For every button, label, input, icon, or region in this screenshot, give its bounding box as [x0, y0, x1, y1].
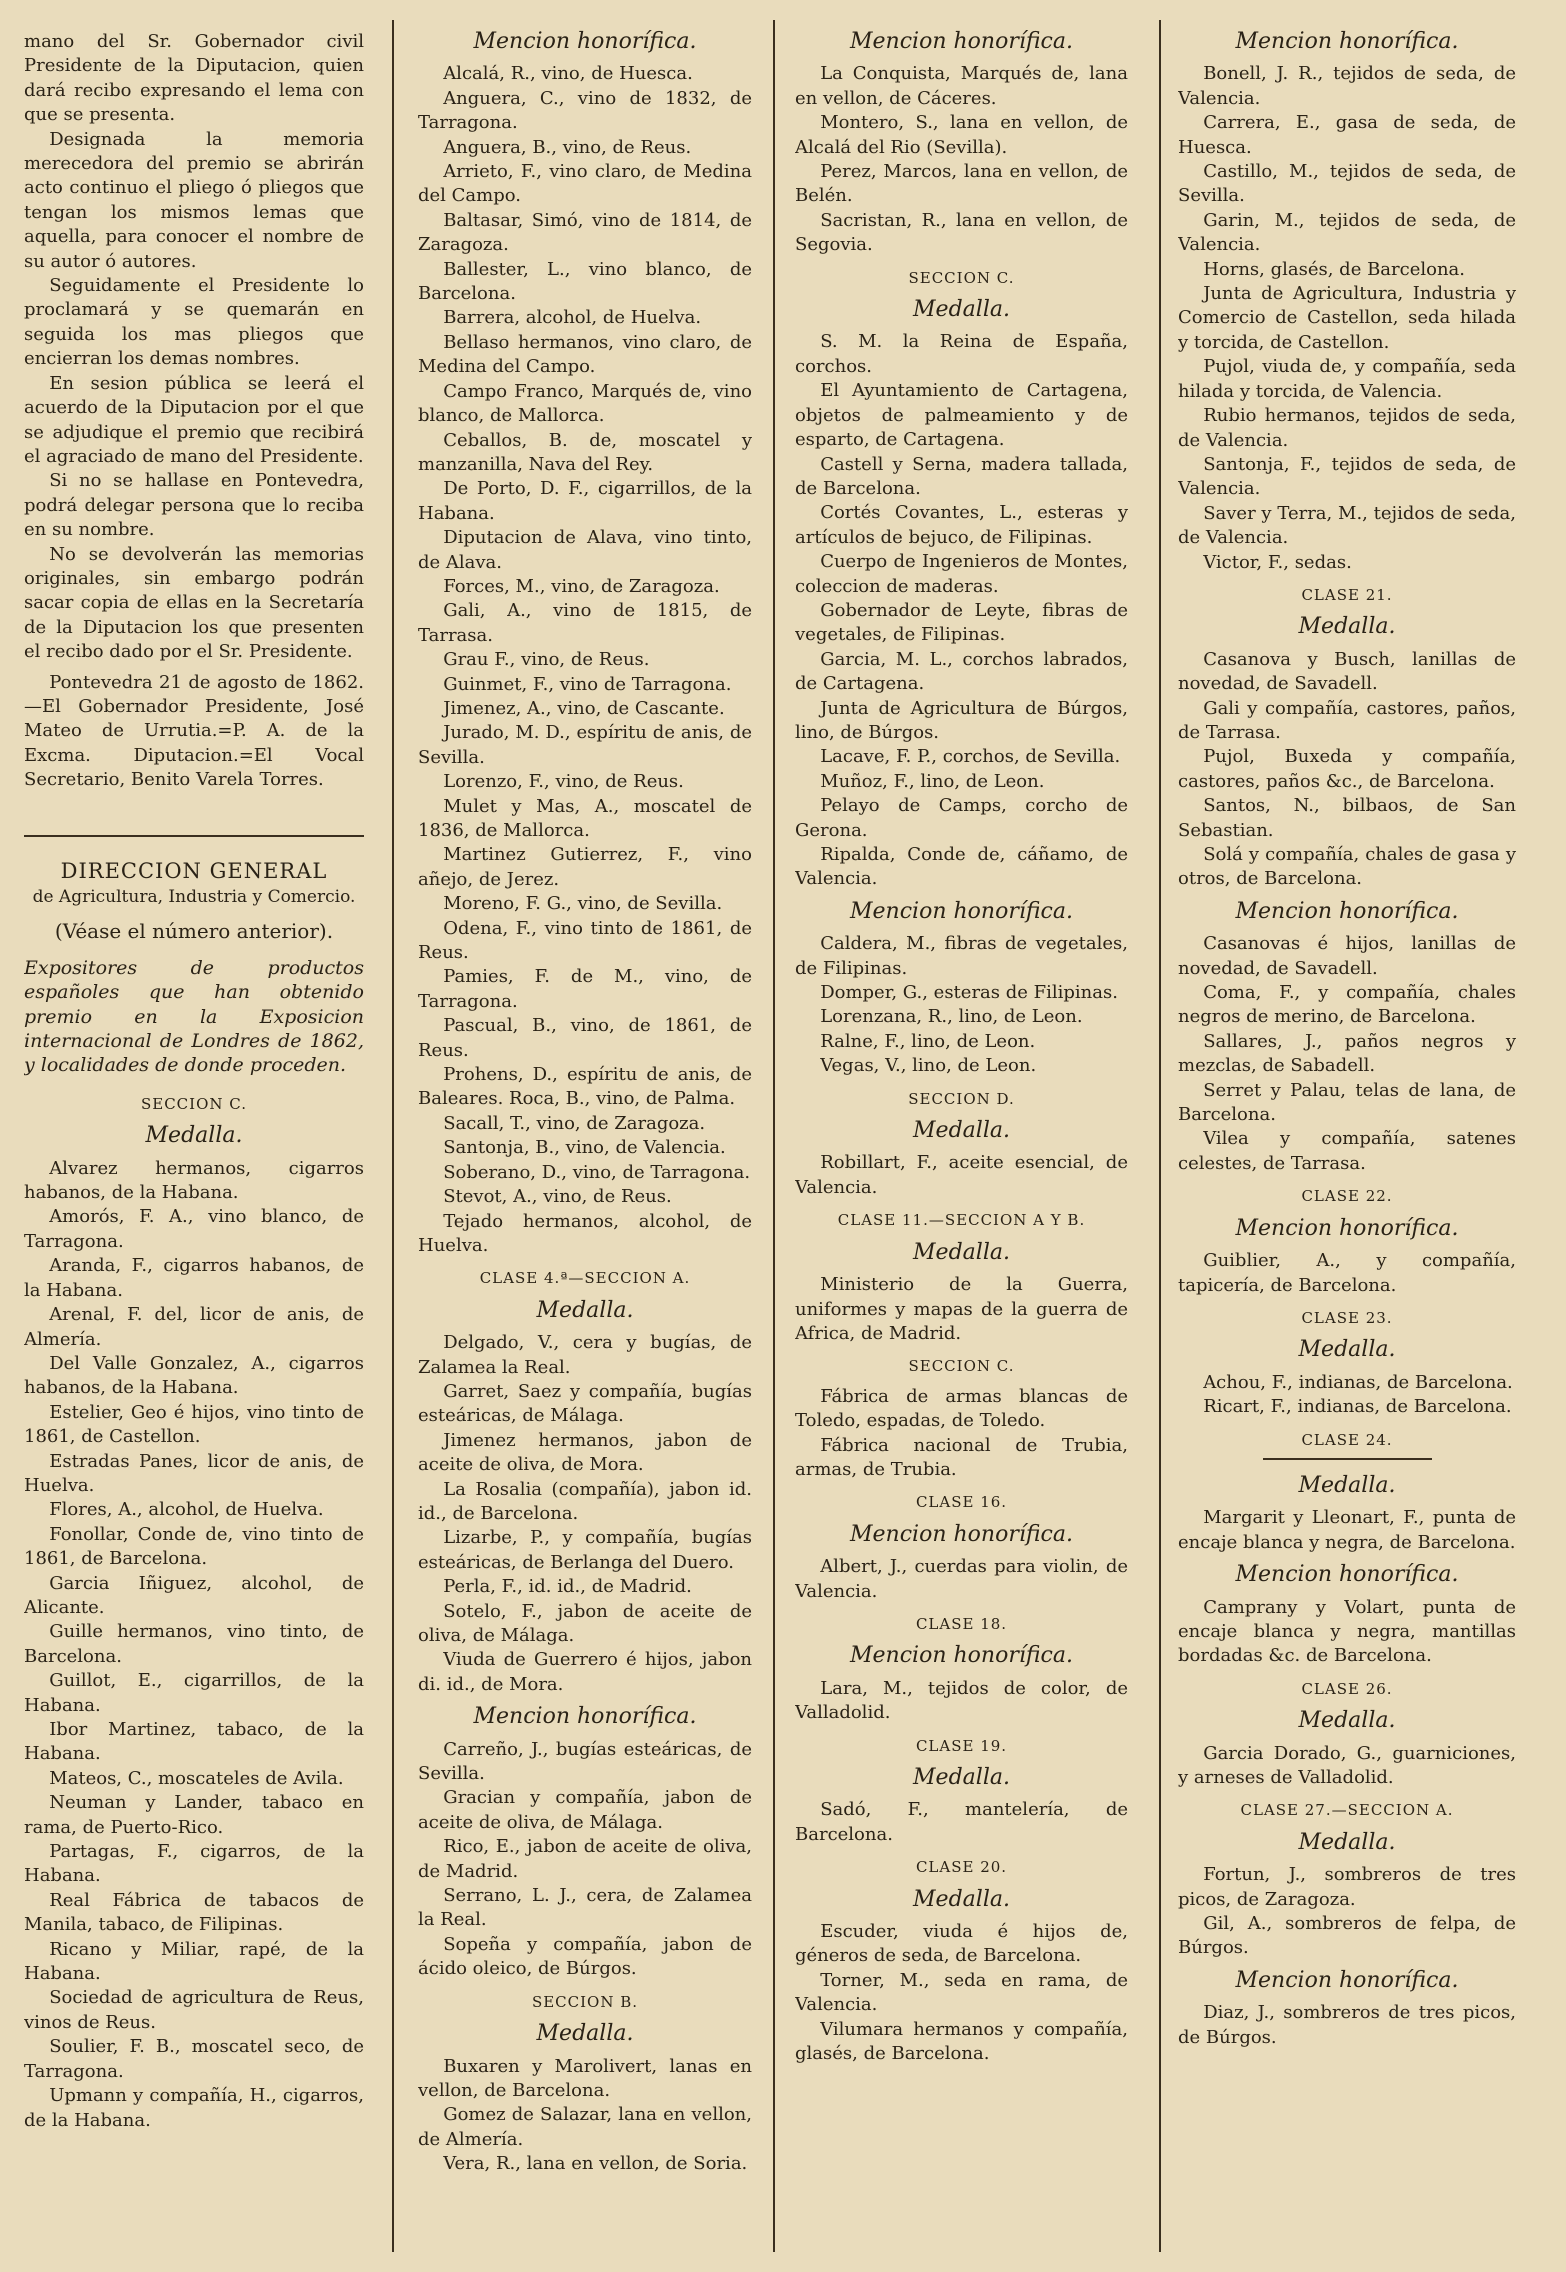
exhibitor-entry: Anguera, C., vino de 1832, de Tarragona.	[418, 87, 752, 134]
section-label: SECCION C.	[140, 1094, 247, 1113]
exhibitor-list	[795, 1920, 1128, 2066]
exhibitor-entry: Garcia, M. L., corchos labrados, de Cartagena.	[795, 648, 1128, 695]
exhibitor-entry: Caldera, M., fibras de vegetales, de Filipinas.	[795, 933, 1128, 979]
exhibitor-entry: Partagas, F., cigarros, de la Habana.	[24, 1841, 364, 1887]
award-heading: Mencion honorífica.	[850, 1521, 1073, 1547]
exhibitor-entry: Sotelo, F., jabon de aceite de oliva, de Málaga.	[418, 1600, 752, 1646]
exhibitor-entry: Arrieto, F., vino claro, de Medina del Campo.	[418, 161, 752, 207]
exhibitor-entry: Casanova y Busch, lanillas de novedad, de Savadell.	[1178, 648, 1516, 695]
exhibitor-entry: Lorenzana, R., lino, de Leon.	[820, 1006, 1083, 1028]
edict-paragraph: No se devolverán las memorias originales, sin embargo podrán sacar copia de ellas en la Secretaría de la Diputacion los que presenten el recibo dado por el Sr. Presidente.	[24, 543, 364, 663]
exhibitor-list	[1178, 1742, 1516, 1791]
exhibitor-entry: Junta de Agricultura de Búrgos, lino, de Búrgos.	[795, 697, 1128, 743]
exhibitor-entry: Garcia Dorado, G., guarniciones, y arneses de Valladolid.	[1178, 1742, 1516, 1788]
exhibitor-entry: Alvarez hermanos, cigarros habanos, de la Habana.	[24, 1157, 364, 1204]
section-label: CLASE 19.	[915, 1736, 1008, 1755]
award-heading: Mencion honorífica.	[850, 1643, 1073, 1669]
section-label: CLASE 21.	[1301, 585, 1393, 604]
exhibitor-entry: Gobernador de Leyte, fibras de vegetales, de Filipinas.	[795, 599, 1128, 646]
exhibitor-entry: Gracian y compañía, jabon de aceite de oliva, de Málaga.	[418, 1787, 752, 1833]
edict-paragraph: En sesion pública se leerá el acuerdo de la Diputacion por el que se adjudique el premio que recibirá el agraciado de mano del Presidente.	[24, 372, 364, 467]
award-heading: Mencion honorífica.	[1235, 1967, 1459, 1993]
exhibitor-entry: Santonja, F., tejidos de seda, de Valencia.	[1178, 453, 1516, 500]
award-heading: Medalla.	[1298, 614, 1396, 640]
exhibitor-entry: S. M. la Reina de España, corchos.	[795, 331, 1128, 377]
exhibitor-entry: Lara, M., tejidos de color, de Valladolid.	[795, 1677, 1128, 1724]
exhibitor-entry: Ripalda, Conde de, cáñamo, de Valencia.	[795, 844, 1128, 890]
exhibitor-entry: Flores, A., alcohol, de Huelva.	[49, 1499, 324, 1521]
exhibitor-list	[1178, 648, 1516, 892]
exhibitor-entry: Amorós, F. A., vino blanco, de Tarragona.	[24, 1206, 364, 1252]
exhibitor-list	[1178, 62, 1516, 575]
exhibitor-entry: Junta de Agricultura, Industria y Comercio de Castellon, seda hilada y torcida, de Castellon.	[1178, 283, 1516, 353]
exhibitor-entry: Albert, J., cuerdas para violin, de Valencia.	[795, 1556, 1128, 1602]
award-heading: Medalla.	[913, 1886, 1010, 1912]
exhibitor-list	[795, 1555, 1128, 1604]
exhibitor-entry: Robillart, F., aceite esencial, de Valencia.	[795, 1152, 1128, 1198]
award-heading: Medalla.	[536, 1297, 634, 1323]
exhibitor-entry: Jimenez, A., vino, de Cascante.	[443, 697, 725, 719]
exhibitor-entry: Torner, M., seda en rama, de Valencia.	[795, 1969, 1128, 2016]
exhibitor-entry: Castell y Serna, madera tallada, de Barcelona.	[795, 453, 1128, 499]
section-label: CLASE 20.	[915, 1858, 1008, 1877]
exhibitor-entry: Garin, M., tejidos de seda, de Valencia.	[1178, 209, 1516, 256]
exhibitor-list	[795, 1385, 1128, 1483]
exhibitor-entry: Arenal, F. del, licor de anis, de Almería.	[24, 1304, 364, 1350]
edict-paragraph: Designada la memoria merecedora del premio se abrirán acto continuo el pliego ó pliegos que tengan los mismos lemas que aquella, para conocer el nombre de su autor ó autores.	[24, 128, 364, 272]
exhibitor-entry: El Ayuntamiento de Cartagena, objetos de palmeamiento y de esparto, de Cartagena.	[795, 380, 1128, 451]
award-heading: Medalla.	[913, 1118, 1010, 1144]
section-divider	[24, 835, 364, 837]
section-label: SECCION D.	[908, 1089, 1015, 1108]
reference-note: (Véase el número anterior).	[54, 919, 334, 944]
exhibitor-entry: Sadó, F., mantelería, de Barcelona.	[795, 1799, 1128, 1845]
section-heading: DIRECCION GENERAL	[60, 858, 328, 883]
exhibitor-entry: Estelier, Geo é hijos, vino tinto de 1861, de Castellon.	[24, 1401, 364, 1448]
exhibitor-entry: Escuder, viuda é hijos de, géneros de seda, de Barcelona.	[795, 1921, 1128, 1967]
exhibitor-entry: Delgado, V., cera y bugías, de Zalamea la Real.	[418, 1332, 752, 1378]
award-heading: Mencion honorífica.	[473, 1704, 697, 1730]
exhibitor-entry: Jurado, M. D., espíritu de anis, de Sevilla.	[418, 722, 752, 768]
edict-paragraph: Si no se hallase en Pontevedra, podrá delegar persona que lo reciba en su nombre.	[24, 470, 364, 541]
award-heading: Mencion honorífica.	[1235, 1562, 1459, 1588]
exhibitor-entry: Real Fábrica de tabacos de Manila, tabaco, de Filipinas.	[24, 1889, 364, 1936]
exhibitor-entry: Camprany y Volart, punta de encaje blanca y negra, mantillas bordadas &c. de Barcelona.	[1178, 1596, 1516, 1667]
exhibitor-entry: Sacristan, R., lana en vellon, de Segovia.	[795, 209, 1128, 256]
exhibitor-list	[795, 1151, 1128, 1200]
exhibitor-entry: La Rosalia (compañía), jabon id. id., de Barcelona.	[418, 1478, 752, 1524]
award-heading: Medalla.	[1298, 1472, 1396, 1498]
exhibitor-entry: Ballester, L., vino blanco, de Barcelona.	[418, 258, 752, 305]
exhibitor-entry: Victor, F., sedas.	[1203, 551, 1352, 573]
exhibitor-entry: Pamies, F. de M., vino, de Tarragona.	[418, 966, 752, 1012]
edict-paragraph: mano del Sr. Gobernador civil Presidente de la Diputacion, quien dará recibo expresando el lema con que se presenta.	[24, 31, 364, 126]
award-heading: Mencion honorífica.	[850, 30, 1073, 54]
award-heading: Medalla.	[913, 297, 1010, 323]
column-1	[24, 30, 364, 2260]
exhibitor-entry: Garret, Saez y compañía, bugías esteáricas, de Málaga.	[418, 1380, 752, 1427]
exhibitor-entry: Ceballos, B. de, moscatel y manzanilla, Nava del Rey.	[418, 429, 752, 475]
exhibitor-list	[1178, 2001, 1516, 2050]
exhibitor-entry: Margarit y Lleonart, F., punta de encaje blanca y negra, de Barcelona.	[1178, 1507, 1516, 1553]
exhibitor-entry: Fortun, J., sombreros de tres picos, de Zaragoza.	[1178, 1864, 1516, 1910]
exhibitor-entry: Achou, F., indianas, de Barcelona.	[1203, 1371, 1513, 1393]
award-heading: Mencion honorífica.	[850, 898, 1073, 924]
exhibitor-list	[418, 1738, 752, 1982]
exhibitor-entry: Santos, N., bilbaos, de San Sebastian.	[1178, 795, 1516, 841]
exhibitor-list	[1178, 1249, 1516, 1298]
exhibitor-entry: Serret y Palau, telas de lana, de Barcelona.	[1178, 1079, 1516, 1126]
exhibitor-entry: Garcia Iñiguez, alcohol, de Alicante.	[24, 1572, 364, 1618]
exhibitor-entry: Gil, A., sombreros de felpa, de Búrgos.	[1178, 1913, 1516, 1959]
exhibitor-entry: Stevot, A., vino, de Reus.	[443, 1186, 672, 1208]
exhibitor-entry: Gali y compañía, castores, paños, de Tarrasa.	[1178, 697, 1516, 743]
exhibitor-entry: Pelayo de Camps, corcho de Gerona.	[795, 795, 1128, 841]
exhibitor-entry: Barrera, alcohol, de Huelva.	[443, 307, 702, 329]
exhibitor-entry: Vegas, V., lino, de Leon.	[820, 1055, 1037, 1077]
exhibitor-entry: Ricano y Miliar, rapé, de la Habana.	[24, 1938, 364, 1985]
exhibitor-entry: Viuda de Guerrero é hijos, jabon di. id., de Mora.	[418, 1649, 752, 1695]
exhibitor-list	[795, 1798, 1128, 1847]
exhibitor-entry: Neuman y Lander, tabaco en rama, de Puerto-Rico.	[24, 1792, 364, 1838]
exhibitor-list	[418, 62, 752, 1258]
section-subheading: de Agricultura, Industria y Comercio.	[32, 887, 356, 907]
exhibitor-entry: Ralne, F., lino, de Leon.	[820, 1030, 1036, 1052]
exhibitor-entry: Mateos, C., moscateles de Avila.	[49, 1767, 344, 1789]
column-4	[1178, 30, 1516, 2260]
exhibitor-entry: Muñoz, F., lino, de Leon.	[820, 770, 1045, 792]
exhibitor-entry: Cuerpo de Ingenieros de Montes, coleccion de maderas.	[795, 551, 1128, 597]
exhibitor-entry: Aranda, F., cigarros habanos, de la Habana.	[24, 1255, 364, 1301]
exhibitor-entry: Diputacion de Alava, vino tinto, de Alava.	[418, 527, 752, 573]
exhibitor-entry: Solá y compañía, chales de gasa y otros, de Barcelona.	[1178, 844, 1516, 890]
exhibitor-entry: Alcalá, R., vino, de Huesca.	[443, 63, 693, 85]
exhibitor-list	[24, 1157, 364, 2133]
edict-signature: Pontevedra 21 de agosto de 1862.—El Gobernador Presidente, José Mateo de Urrutia.=P. A. de la Excma. Diputacion.=El Vocal Secretario, Benito Varela Torres.	[24, 671, 364, 791]
exhibitor-entry: Del Valle Gonzalez, A., cigarros habanos, de la Habana.	[24, 1352, 364, 1399]
award-heading: Medalla.	[1298, 1829, 1396, 1855]
exhibitor-entry: Fábrica de armas blancas de Toledo, espadas, de Toledo.	[795, 1385, 1128, 1432]
exhibitor-entry: Forces, M., vino, de Zaragoza.	[443, 575, 720, 597]
section-label: CLASE 16.	[915, 1493, 1008, 1512]
section-label: CLASE 4.ª—SECCION A.	[479, 1269, 691, 1288]
exhibitor-entry: Ibor Martinez, tabaco, de la Habana.	[24, 1719, 364, 1765]
exhibitor-entry: Domper, G., esteras de Filipinas.	[820, 982, 1118, 1004]
exhibitor-entry: Perla, F., id. id., de Madrid.	[443, 1576, 692, 1598]
exhibitor-entry: Baltasar, Simó, vino de 1814, de Zaragoza.	[418, 209, 752, 256]
exhibitor-list	[795, 1677, 1128, 1726]
section-label: SECCION C.	[908, 1357, 1015, 1376]
exhibitor-list	[1178, 1371, 1516, 1420]
exhibitor-list	[1178, 932, 1516, 1176]
award-heading: Mencion honorífica.	[473, 30, 697, 54]
section-label: CLASE 22.	[1301, 1187, 1393, 1206]
exhibitor-entry: Santonja, B., vino, de Valencia.	[443, 1137, 726, 1159]
award-heading: Medalla.	[145, 1123, 243, 1149]
exhibitor-list	[795, 330, 1128, 891]
exhibitor-list	[795, 932, 1128, 1078]
exhibitor-entry: Sallares, J., paños negros y mezclas, de Sabadell.	[1178, 1030, 1516, 1077]
exhibitor-entry: Fábrica nacional de Trubia, armas, de Trubia.	[795, 1434, 1128, 1480]
exhibitor-entry: Saver y Terra, M., tejidos de seda, de Valencia.	[1178, 502, 1516, 549]
section-label: CLASE 18.	[915, 1614, 1008, 1633]
exhibitor-entry: Soulier, F. B., moscatel seco, de Tarragona.	[24, 2036, 364, 2082]
exhibitor-list	[1178, 1863, 1516, 1961]
exhibitor-entry: Cortés Covantes, L., esteras y artículos de bejuco, de Filipinas.	[795, 502, 1128, 548]
exhibitor-list	[1178, 1506, 1516, 1555]
exhibitor-entry: De Porto, D. F., cigarrillos, de la Habana.	[418, 478, 752, 524]
exhibitor-entry: Anguera, B., vino, de Reus.	[443, 136, 692, 158]
exhibitor-entry: Montero, S., lana en vellon, de Alcalá del Rio (Sevilla).	[795, 112, 1128, 158]
exhibitor-entry: Sacall, T., vino, de Zaragoza.	[443, 1112, 706, 1134]
exhibitor-entry: Tejado hermanos, alcohol, de Huelva.	[418, 1210, 752, 1256]
exhibitor-entry: Guiblier, A., y compañía, tapicería, de Barcelona.	[1178, 1250, 1516, 1296]
section-label: CLASE 24.	[1301, 1430, 1393, 1449]
exhibitor-list	[795, 1273, 1128, 1346]
exhibitor-entry: Fonollar, Conde de, vino tinto de 1861, de Barcelona.	[24, 1523, 364, 1570]
exhibitor-entry: Guinmet, F., vino de Tarragona.	[443, 673, 732, 695]
exhibitor-entry: Pascual, B., vino, de 1861, de Reus.	[418, 1015, 752, 1061]
exhibitor-entry: Ministerio de la Guerra, uniformes y mapas de la guerra de Africa, de Madrid.	[795, 1274, 1128, 1344]
exhibitor-entry: Bellaso hermanos, vino claro, de Medina del Campo.	[418, 331, 752, 378]
exhibitor-list	[1178, 1596, 1516, 1669]
exhibitor-entry: Coma, F., y compañía, chales negros de merino, de Barcelona.	[1178, 982, 1516, 1028]
exhibitor-entry: Gali, A., vino de 1815, de Tarrasa.	[418, 600, 752, 646]
exhibitor-entry: Sopeña y compañía, jabon de ácido oleico, de Búrgos.	[418, 1933, 752, 1980]
edict-paragraph: Seguidamente el Presidente lo proclamará y se quemarán en seguida los mas pliegos que encierran los demas nombres.	[24, 275, 364, 370]
award-heading: Medalla.	[913, 1765, 1010, 1790]
exhibitor-entry: Jimenez hermanos, jabon de aceite de oliva, de Mora.	[418, 1429, 752, 1476]
section-label: SECCION B.	[531, 1992, 639, 2011]
exhibitor-entry: Vilumara hermanos y compañía, glasés, de Barcelona.	[795, 2018, 1128, 2065]
exhibitor-entry: Lizarbe, P., y compañía, bugías esteáricas, de Berlanga del Duero.	[418, 1527, 752, 1573]
award-heading: Medalla.	[536, 2021, 634, 2047]
section-divider	[1263, 1458, 1432, 1460]
exhibitor-entry: Buxaren y Marolivert, lanas en vellon, de Barcelona.	[418, 2055, 752, 2101]
section-label: CLASE 27.—SECCION A.	[1240, 1801, 1454, 1820]
exhibitor-entry: Mulet y Mas, A., moscatel de 1836, de Mallorca.	[418, 795, 752, 841]
exhibitor-entry: Campo Franco, Marqués de, vino blanco, de Mallorca.	[418, 380, 752, 427]
exhibitor-entry: Moreno, F. G., vino, de Sevilla.	[443, 893, 723, 915]
section-label: CLASE 23.	[1301, 1308, 1393, 1327]
exhibitor-entry: Guille hermanos, vino tinto, de Barcelona.	[24, 1621, 364, 1667]
exhibitor-entry: Carreño, J., bugías esteáricas, de Sevilla.	[418, 1738, 752, 1785]
exhibitor-entry: Prohens, D., espíritu de anis, de Baleares. Roca, B., vino, de Palma.	[418, 1064, 752, 1110]
exhibitor-entry: Upmann y compañía, H., cigarros, de la Habana.	[24, 2085, 364, 2131]
exhibitor-entry: Perez, Marcos, lana en vellon, de Belén.	[795, 161, 1128, 207]
list-intro: Expositores de productos españoles que han obtenido premio en la Exposicion internacional de Londres de 1862, y localidades de donde proceden.	[24, 956, 364, 1077]
exhibitor-entry: Grau F., vino, de Reus.	[443, 649, 650, 671]
award-heading: Medalla.	[1298, 1708, 1396, 1734]
column-2	[418, 30, 752, 2260]
section-label: SECCION C.	[908, 268, 1015, 287]
exhibitor-entry: Lacave, F. P., corchos, de Sevilla.	[820, 746, 1121, 768]
exhibitor-entry: Castillo, M., tejidos de seda, de Sevilla.	[1178, 161, 1516, 207]
exhibitor-entry: Rico, E., jabon de aceite de oliva, de Madrid.	[418, 1836, 752, 1882]
column-rule	[1159, 20, 1161, 2252]
column-rule	[392, 20, 394, 2252]
section-label: CLASE 26.	[1301, 1679, 1393, 1698]
exhibitor-entry: Odena, F., vino tinto de 1861, de Reus.	[418, 917, 752, 964]
award-heading: Mencion honorífica.	[1235, 1215, 1459, 1241]
exhibitor-entry: Martinez Gutierrez, F., vino añejo, de Jerez.	[418, 844, 752, 890]
award-heading: Mencion honorífica.	[1235, 30, 1459, 54]
exhibitor-entry: Lorenzo, F., vino, de Reus.	[443, 771, 684, 793]
exhibitor-list	[795, 62, 1128, 257]
column-rule	[773, 20, 775, 2252]
award-heading: Medalla.	[1298, 1337, 1396, 1363]
exhibitor-entry: Casanovas é hijos, lanillas de novedad, de Savadell.	[1178, 933, 1516, 979]
exhibitor-entry: Vilea y compañía, satenes celestes, de Tarrasa.	[1178, 1128, 1516, 1174]
award-heading: Mencion honorífica.	[1235, 898, 1459, 924]
exhibitor-entry: Guillot, E., cigarrillos, de la Habana.	[24, 1670, 364, 1716]
column-3	[795, 30, 1128, 2260]
section-label: CLASE 11.—SECCION A Y B.	[837, 1211, 1086, 1230]
exhibitor-entry: Serrano, L. J., cera, de Zalamea la Real.	[418, 1885, 752, 1931]
exhibitor-entry: La Conquista, Marqués de, lana en vellon, de Cáceres.	[795, 63, 1128, 109]
exhibitor-entry: Diaz, J., sombreros de tres picos, de Búrgos.	[1178, 2002, 1516, 2048]
exhibitor-entry: Soberano, D., vino, de Tarragona.	[443, 1161, 751, 1183]
exhibitor-entry: Bonell, J. R., tejidos de seda, de Valencia.	[1178, 63, 1516, 109]
exhibitor-entry: Rubio hermanos, tejidos de seda, de Valencia.	[1178, 405, 1516, 451]
exhibitor-entry: Carrera, E., gasa de seda, de Huesca.	[1178, 112, 1516, 158]
exhibitor-entry: Pujol, viuda de, y compañía, seda hilada y torcida, de Valencia.	[1178, 356, 1516, 402]
exhibitor-entry: Vera, R., lana en vellon, de Soria.	[443, 2153, 748, 2175]
exhibitor-entry: Pujol, Buxeda y compañía, castores, paños &c., de Barcelona.	[1178, 746, 1516, 792]
exhibitor-entry: Horns, glasés, de Barcelona.	[1203, 258, 1466, 280]
exhibitor-list	[418, 2055, 752, 2177]
exhibitor-list	[418, 1331, 752, 1697]
award-heading: Medalla.	[913, 1239, 1010, 1265]
exhibitor-entry: Sociedad de agricultura de Reus, vinos de Reus.	[24, 1987, 364, 2033]
exhibitor-entry: Estradas Panes, licor de anis, de Huelva.	[24, 1450, 364, 1496]
exhibitor-entry: Ricart, F., indianas, de Barcelona.	[1203, 1396, 1512, 1418]
exhibitor-entry: Gomez de Salazar, lana en vellon, de Almería.	[418, 2104, 752, 2150]
